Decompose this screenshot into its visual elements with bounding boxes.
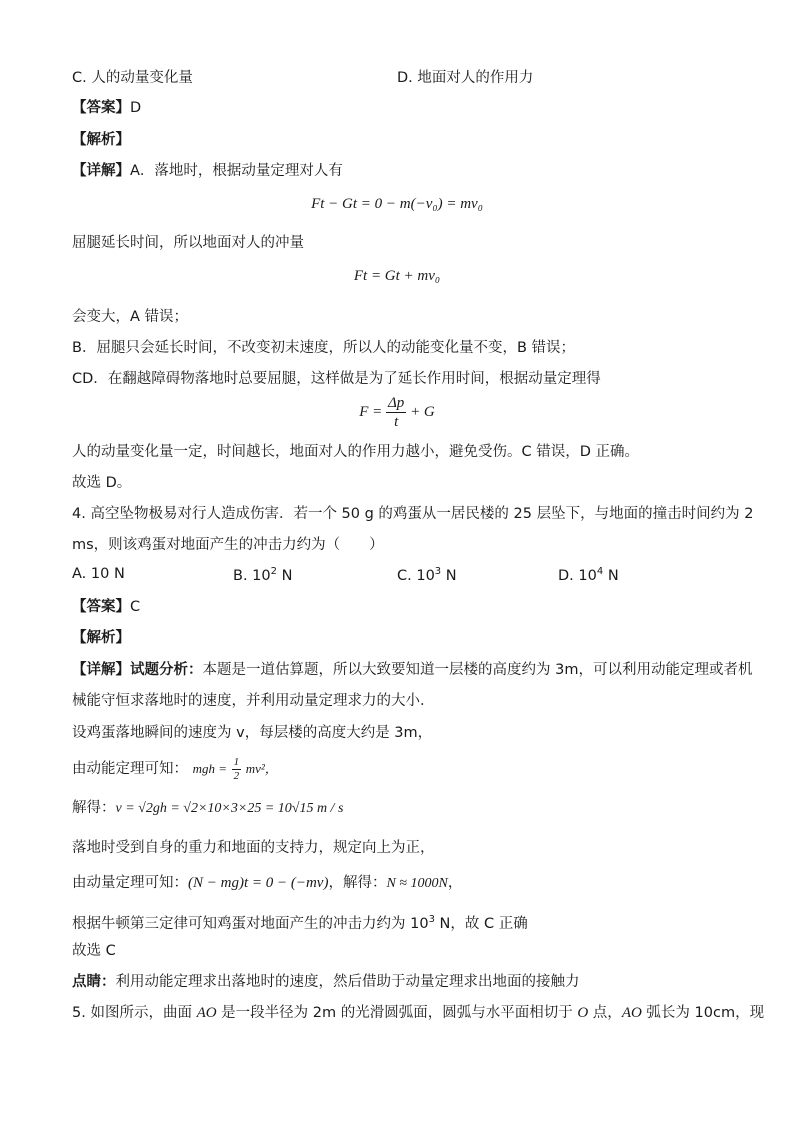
q4-option-d: [558, 566, 619, 584]
q5-stem-b: 是一段半径为 2m 的光滑圆弧面，圆弧与水平面相切于: [216, 1005, 578, 1021]
eq3-numerator: Δp: [388, 395, 405, 411]
q4-detail-label: 【详解】: [72, 662, 130, 678]
q4-solve-prefix: 解得：: [72, 800, 116, 816]
q4-comment-row: [72, 972, 580, 992]
q4-stem-line2: ms，则该鸡蛋对地面产生的冲击力约为（ ）: [72, 537, 384, 553]
q4-momentum-result: N ≈ 1000N: [386, 876, 448, 891]
eq3-left: F =: [359, 403, 383, 420]
q4-choose-line: 故选 C: [72, 943, 116, 959]
q5-stem-a: 5. 如图所示，曲面: [72, 1005, 197, 1021]
q4-momentum-eq: (N − mg)t = 0 − (−mv): [188, 875, 329, 891]
eq3-fraction: [386, 394, 406, 431]
a-wrong-line: 会变大，A 错误；: [72, 309, 189, 325]
q4-energy-eq-left: mgh =: [192, 761, 228, 776]
q5-stem-line1: [72, 1003, 764, 1023]
q4-energy-fraction: [232, 756, 242, 783]
q4-stem-line1: 4. 高空坠物极易对行人造成伤害．若一个 50 g 的鸡蛋从一居民楼的 25 层坠下，与地面的撞击时间约为 2: [72, 506, 754, 522]
q4-detail-bold: 试题分析：: [130, 662, 203, 678]
q4-energy-row: [72, 752, 278, 786]
q4-option-c-letter: C.: [397, 567, 412, 584]
q5-stem-d: 弧长为 10cm，现: [641, 1005, 765, 1021]
q5-stem-o: O: [577, 1005, 589, 1021]
q4-energy-prefix: 由动能定理可知：: [72, 761, 188, 777]
q4-answer-label: 【答案】: [72, 599, 130, 615]
q4-force-line: 落地时受到自身的重力和地面的支持力，规定向上为正，: [72, 840, 435, 856]
q4-momentum-end: ，: [447, 875, 463, 891]
cd-line: CD．在翻越障碍物落地时总要屈腿，这样做是为了延长作用时间，根据动量定理得: [72, 371, 601, 387]
q4-energy-denominator: 2: [233, 769, 240, 782]
eq3-right: + G: [410, 403, 435, 420]
equation-3: [0, 394, 794, 431]
detail-row: [72, 161, 343, 181]
equation-1: Ft − Gt = 0 − m(−v₀) = mv₀: [311, 196, 483, 212]
q4-option-a: [72, 566, 125, 582]
q4-detail-line2: 械能守恒求落地时的速度，并利用动量定理求力的大小．: [72, 693, 435, 709]
q4-newton-line: [72, 910, 528, 934]
q4-momentum-row: [72, 873, 462, 894]
eq3-denominator: t: [394, 414, 399, 430]
q4-newton-exp: 3: [428, 914, 435, 925]
q4-analysis-label-text: 【解析】: [72, 630, 130, 646]
q5-stem-ao2: AO: [621, 1005, 642, 1021]
q4-newton-a: 根据牛顿第三定律可知鸡蛋对地面产生的冲击力约为 10: [72, 915, 429, 932]
q4-option-b: [233, 566, 292, 584]
q4-option-a-letter: A.: [72, 566, 87, 582]
q4-answer-value: C: [130, 599, 141, 615]
q5-stem-ao1: AO: [196, 1005, 217, 1021]
choose-line: 故选 D。: [72, 475, 132, 491]
q4-option-b-exp: 2: [270, 566, 277, 577]
q4-option-d-unit: N: [603, 567, 619, 584]
detail-intro: A．落地时，根据动量定理对人有: [130, 163, 343, 179]
q4-newton-b: N，故 C 正确: [434, 915, 528, 932]
q4-speed-line: 设鸡蛋落地瞬间的速度为 v，每层楼的高度大约是 3m，: [72, 725, 433, 741]
q4-comment-label: 点睛：: [72, 974, 116, 990]
q4-option-b-letter: B.: [233, 567, 248, 584]
answer-row: [72, 98, 141, 118]
q4-option-d-exp: 4: [596, 566, 604, 577]
q5-stem-c: 点，: [588, 1005, 622, 1021]
q4-solve-row: [72, 798, 343, 819]
analysis-label-text: 【解析】: [72, 132, 130, 148]
q4-option-c-base: 10: [416, 567, 435, 584]
answer-value: D: [130, 100, 142, 116]
q4-option-d-letter: D.: [558, 567, 574, 584]
q4-option-c-exp: 3: [434, 566, 442, 577]
q4-momentum-mid: ，解得：: [328, 875, 387, 891]
q4-option-d-base: 10: [578, 567, 597, 584]
q4-analysis-label: [72, 628, 130, 648]
q4-option-b-base: 10: [252, 567, 271, 584]
q4-option-b-unit: N: [277, 567, 293, 584]
q4-solve-eq: v = √2gh = √2×10×3×25 = 10√15 m / s: [115, 801, 344, 816]
b-line: B．屈腿只会延长时间，不改变初末速度，所以人的动能变化量不变，B 错误；: [72, 340, 576, 356]
option-c: C. 人的动量变化量: [72, 70, 193, 86]
impulse-line: 屈腿延长时间，所以地面对人的冲量: [72, 235, 304, 251]
option-d: D. 地面对人的作用力: [397, 70, 534, 86]
q4-detail-row: [72, 660, 752, 680]
q4-answer-row: [72, 597, 140, 617]
conclusion-line: 人的动量变化量一定，时间越长，地面对人的作用力越小，避免受伤。C 错误，D 正确。: [72, 444, 640, 460]
q4-energy-eq-right: mv²，: [245, 761, 278, 776]
q4-option-c: [397, 566, 457, 584]
q4-option-a-value: 10 N: [90, 566, 125, 582]
equation-2: Ft = Gt + mv₀: [353, 268, 441, 284]
q4-comment-text: 利用动能定理求出落地时的速度，然后借助于动量定理求出地面的接触力: [115, 974, 580, 990]
q4-detail-text: 本题是一道估算题，所以大致要知道一层楼的高度约为 3m，可以利用动能定理或者机: [202, 662, 753, 678]
analysis-label: [72, 130, 130, 150]
detail-label: 【详解】: [72, 163, 130, 179]
q4-option-c-unit: N: [441, 567, 457, 584]
answer-label: 【答案】: [72, 100, 130, 116]
q4-energy-numerator: 1: [233, 755, 240, 768]
q4-momentum-prefix: 由动量定理可知：: [72, 875, 188, 891]
